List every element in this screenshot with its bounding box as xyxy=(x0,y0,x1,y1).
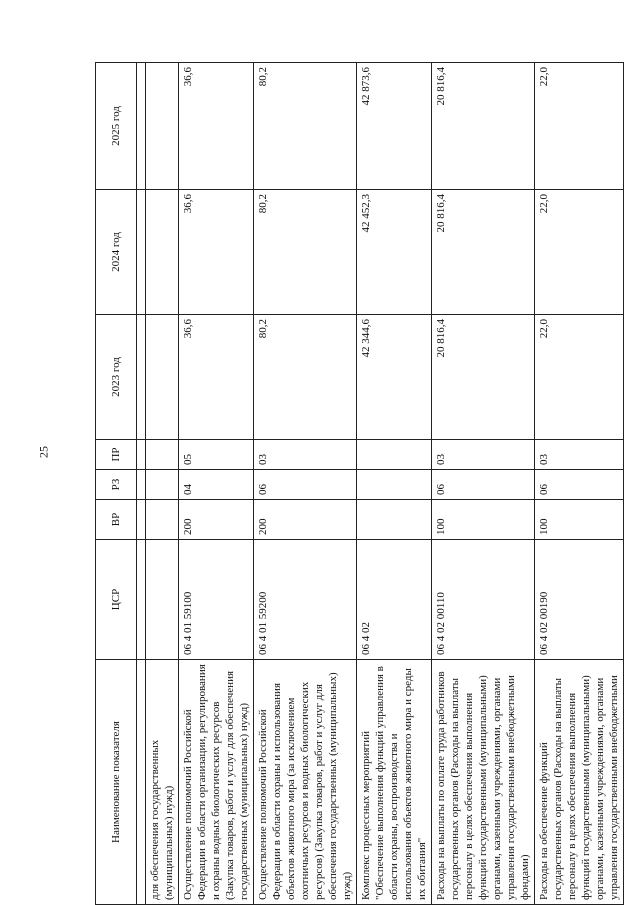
cell-pr xyxy=(146,440,179,470)
cell-2025: 80,2 xyxy=(254,63,357,190)
header-row xyxy=(96,63,137,905)
cell-csr: 06 4 02 xyxy=(357,540,432,660)
cell-2025 xyxy=(146,63,179,190)
table-row xyxy=(535,63,624,905)
cell-2025: 22,0 xyxy=(535,63,624,190)
cell-name: Осуществление полномочий Российской Федерации в области охраны и использования объектов животного мира (за исключением охотничьих ресурсов и водных биологических ресурсов) (Закупка товаров, работ и услуг для обеспечения государственных (муниципальных) нужд) xyxy=(254,660,357,905)
cell-csr: 06 4 01 59200 xyxy=(254,540,357,660)
cell-2023: 22,0 xyxy=(535,315,624,440)
table-row xyxy=(146,63,179,905)
cell-csr xyxy=(146,540,179,660)
cell-2024: 20 816,4 xyxy=(432,190,535,315)
cell-vr: 100 xyxy=(535,500,624,540)
cell-vr xyxy=(357,500,432,540)
cell-vr xyxy=(146,500,179,540)
header-name: Наименование показателя xyxy=(96,660,137,905)
cell-pr: 05 xyxy=(179,440,254,470)
table-row xyxy=(254,63,357,905)
cell-pr: 03 xyxy=(432,440,535,470)
table-row xyxy=(432,63,535,905)
cell-rz: 06 xyxy=(432,470,535,500)
cell-2023: 20 816,4 xyxy=(432,315,535,440)
cell-vr: 100 xyxy=(432,500,535,540)
cell-vr: 200 xyxy=(179,500,254,540)
rotated-table-container xyxy=(95,63,620,905)
cell-csr: 06 4 02 00190 xyxy=(535,540,624,660)
cell-2024: 22,0 xyxy=(535,190,624,315)
cell-2025: 20 816,4 xyxy=(432,63,535,190)
cell-2023: 42 344,6 xyxy=(357,315,432,440)
cell-2024: 42 452,3 xyxy=(357,190,432,315)
header-pr: ПР xyxy=(96,440,137,470)
cell-vr: 200 xyxy=(254,500,357,540)
cell-rz: 06 xyxy=(535,470,624,500)
cell-csr: 06 4 02 00110 xyxy=(432,540,535,660)
cell-name: Комплекс процессных мероприятий "Обеспечение выполнения функций управления в области охраны, воспроизводства и использования объектов животного мира и среды их обитания" xyxy=(357,660,432,905)
cell-rz xyxy=(146,470,179,500)
cell-pr: 03 xyxy=(535,440,624,470)
cell-rz: 06 xyxy=(254,470,357,500)
cell-pr: 03 xyxy=(254,440,357,470)
header-csr: ЦСР xyxy=(96,540,137,660)
cell-rz xyxy=(357,470,432,500)
table-row xyxy=(357,63,432,905)
cell-2025: 36,6 xyxy=(179,63,254,190)
table-viewport xyxy=(95,63,620,905)
cell-pr xyxy=(357,440,432,470)
cell-name: для обеспечения государственных (муниципальных) нужд) xyxy=(146,660,179,905)
header-2024: 2024 год xyxy=(96,190,137,315)
cell-2023: 80,2 xyxy=(254,315,357,440)
cell-csr: 06 4 01 59100 xyxy=(179,540,254,660)
cell-2023: 36,6 xyxy=(179,315,254,440)
cell-name: Расходы на выплаты по оплате труда работников государственных органов (Расходы на выплаты персоналу в целях обеспечения выполнения функций государственными (муниципальными) органами, казенными учреждениями, органами управления государственными внебюджетными фондами) xyxy=(432,660,535,905)
table-row xyxy=(179,63,254,905)
cell-2024: 80,2 xyxy=(254,190,357,315)
header-vr: ВР xyxy=(96,500,137,540)
cell-2025: 42 873,6 xyxy=(357,63,432,190)
header-2023: 2023 год xyxy=(96,315,137,440)
budget-table xyxy=(95,62,624,905)
spacer-row xyxy=(137,63,146,905)
cell-rz: 04 xyxy=(179,470,254,500)
page-number: 25 xyxy=(36,446,51,458)
cell-name: Осуществление полномочий Российской Федерации в области организации, регулирования и охраны водных биологических ресурсов (Закупка товаров, работ и услуг для обеспечения государственных (муниципальных) нужд) xyxy=(179,660,254,905)
header-2025: 2025 год xyxy=(96,63,137,190)
header-rz: РЗ xyxy=(96,470,137,500)
cell-2024 xyxy=(146,190,179,315)
cell-2024: 36,6 xyxy=(179,190,254,315)
cell-name: Расходы на обеспечение функций государственных органов (Расходы на выплаты персоналу в целях обеспечения выполнения функций государственными (муниципальными) органами, казенными учреждениями, органами управления государственными внебюджетными xyxy=(535,660,624,905)
cell-2023 xyxy=(146,315,179,440)
